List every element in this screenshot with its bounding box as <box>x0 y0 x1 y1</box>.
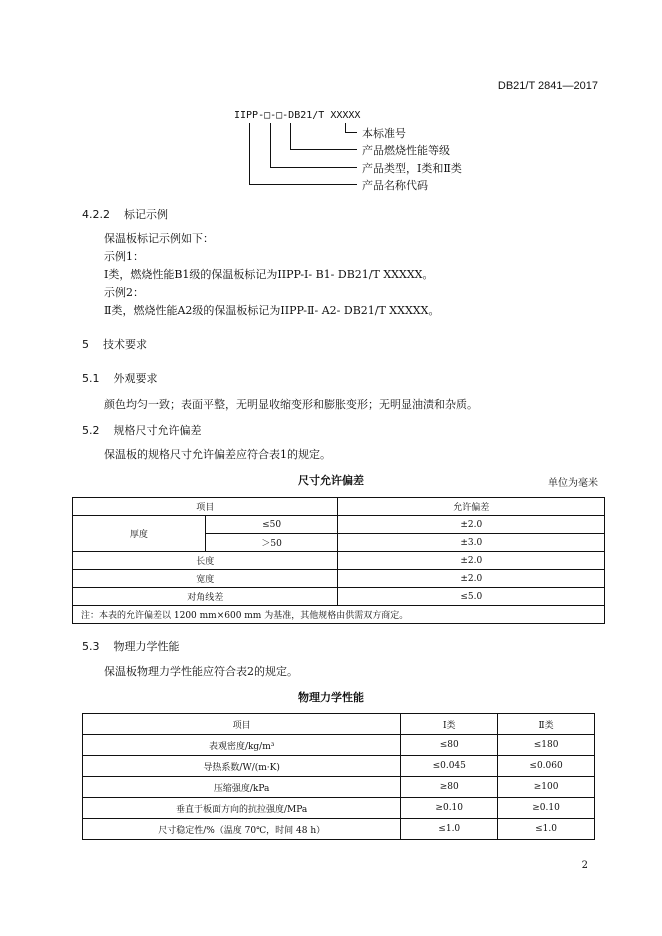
table-row <box>83 798 595 819</box>
table-cell: ≤1.0 <box>401 819 498 840</box>
table-1-note: 注：本表的允许偏差以 1200 mm×600 mm 为基准，其他规格由供需双方商定。 <box>73 606 605 624</box>
dimension-tolerance-intro: 保温板的规格尺寸允许偏差应符合表1的规定。 <box>104 448 331 461</box>
table-row <box>83 714 595 735</box>
page-number: 2 <box>581 860 588 871</box>
table-header-cell: 项目 <box>73 498 338 516</box>
table-cell: ±2.0 <box>338 570 605 588</box>
table-cell: ±2.0 <box>338 516 605 534</box>
table-row <box>73 570 605 588</box>
table-1-unit: 单位为毫米 <box>548 478 598 489</box>
table-cell: ≤0.045 <box>401 756 498 777</box>
table-row <box>83 777 595 798</box>
table-cell: ±2.0 <box>338 552 605 570</box>
code-label-product-name-code: 产品名称代码 <box>362 179 428 192</box>
table-2-caption: 物理力学性能 <box>298 691 364 704</box>
table-row <box>73 588 605 606</box>
table-cell: ≤0.060 <box>498 756 595 777</box>
example-1-label: 示例1： <box>104 250 144 263</box>
table-row <box>83 819 595 840</box>
table-row <box>73 516 605 534</box>
table-cell: ≥100 <box>498 777 595 798</box>
product-code-template: IIPP-□-□-DB21/T XXXXX <box>234 110 361 121</box>
table-cell: ≤1.0 <box>498 819 595 840</box>
table-cell: 表观密度/kg/m³ <box>83 735 401 756</box>
table-cell: ＞50 <box>205 534 338 552</box>
table-1-caption: 尺寸允许偏差 <box>298 474 364 487</box>
table-cell: ≤80 <box>401 735 498 756</box>
table-cell: ≥0.10 <box>401 798 498 819</box>
table-cell: 垂直于板面方向的抗拉强度/MPa <box>83 798 401 819</box>
table-header-cell: 允许偏差 <box>338 498 605 516</box>
marking-intro: 保温板标记示例如下： <box>104 232 214 245</box>
table-cell: 尺寸稳定性/%（温度 70℃，时间 48 h） <box>83 819 401 840</box>
appearance-requirement: 颜色均匀一致；表面平整，无明显收缩变形和膨胀变形；无明显油渍和杂质。 <box>104 398 478 411</box>
table-cell-thickness: 厚度 <box>73 516 206 552</box>
table-row <box>83 735 595 756</box>
example-1-text: Ⅰ类，燃烧性能B1级的保温板标记为IIPP-Ⅰ- B1- DB21/T XXXXX。 <box>104 268 434 281</box>
table-cell: ±3.0 <box>338 534 605 552</box>
section-5-heading: 5 技术要求 <box>82 338 147 351</box>
example-2-label: 示例2： <box>104 286 144 299</box>
table-cell: 宽度 <box>73 570 338 588</box>
table-1-dimension-tolerance <box>72 497 605 624</box>
table-cell: 压缩强度/kPa <box>83 777 401 798</box>
example-2-text: Ⅱ类，燃烧性能A2级的保温板标记为IIPP-Ⅱ- A2- DB21/T XXXXX。 <box>104 304 440 317</box>
code-label-product-type: 产品类型，Ⅰ类和Ⅱ类 <box>362 162 462 175</box>
physical-properties-intro: 保温板物理力学性能应符合表2的规定。 <box>104 665 298 678</box>
table-row <box>73 498 605 516</box>
document-id: DB21/T 2841—2017 <box>497 80 598 92</box>
table-row <box>73 606 605 624</box>
table-2-physical-properties <box>82 713 595 840</box>
table-cell: 对角线差 <box>73 588 338 606</box>
table-cell: ≤50 <box>205 516 338 534</box>
table-cell: ≤180 <box>498 735 595 756</box>
table-header-cell: Ⅱ类 <box>498 714 595 735</box>
table-cell: ≤5.0 <box>338 588 605 606</box>
code-label-fire-rating: 产品燃烧性能等级 <box>362 144 450 157</box>
table-row <box>83 756 595 777</box>
section-5-2-heading: 5.2 规格尺寸允许偏差 <box>82 424 202 437</box>
section-4-2-2-heading: 4.2.2 标记示例 <box>82 208 168 221</box>
table-cell: ≥80 <box>401 777 498 798</box>
table-cell: ≥0.10 <box>498 798 595 819</box>
section-5-1-heading: 5.1 外观要求 <box>82 372 158 385</box>
table-cell: 长度 <box>73 552 338 570</box>
table-header-cell: 项目 <box>83 714 401 735</box>
section-5-3-heading: 5.3 物理力学性能 <box>82 640 180 653</box>
table-row <box>73 552 605 570</box>
table-cell: 导热系数/W/(m·K) <box>83 756 401 777</box>
table-header-cell: Ⅰ类 <box>401 714 498 735</box>
code-label-standard-number: 本标准号 <box>362 127 406 140</box>
